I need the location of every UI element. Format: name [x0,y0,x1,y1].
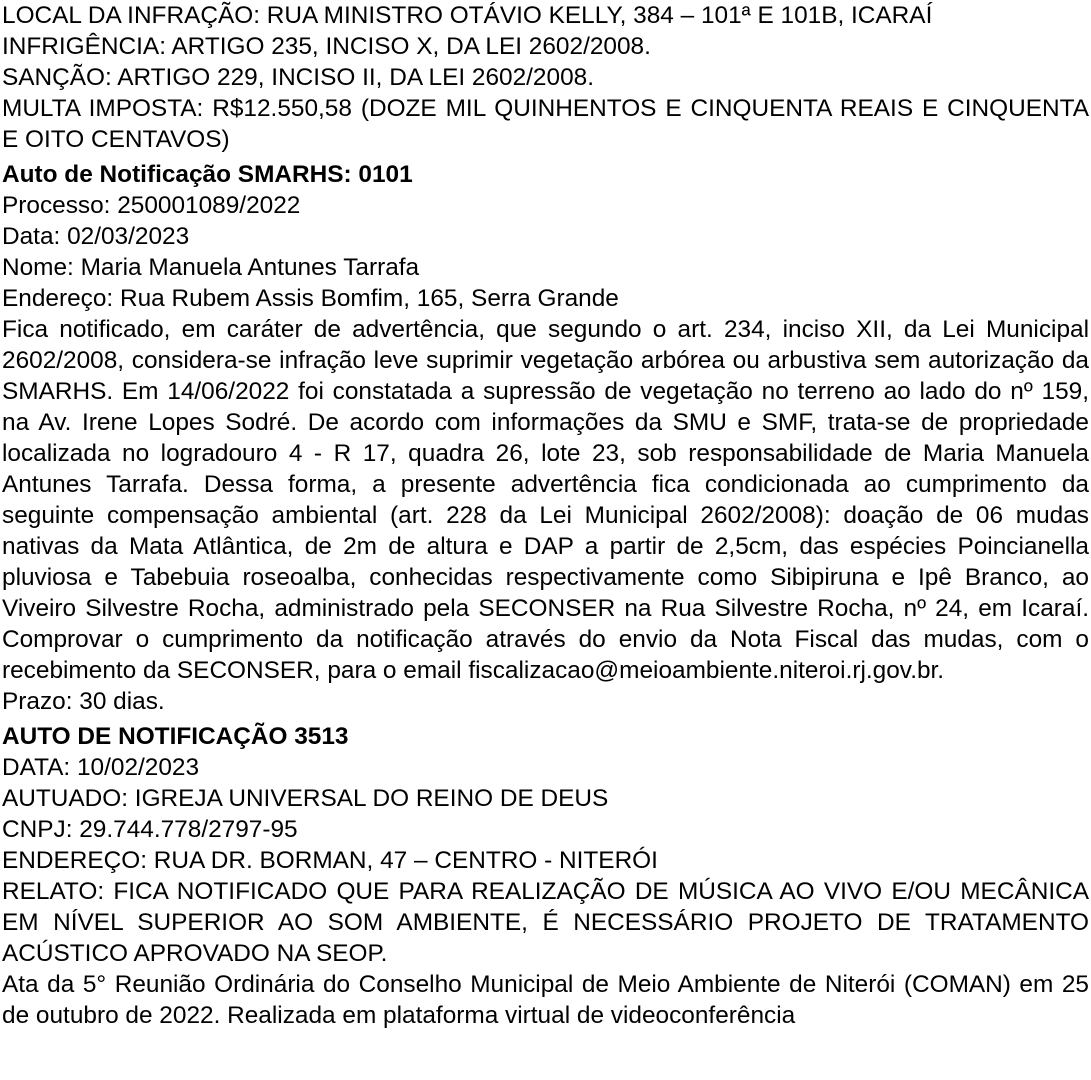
ata-text: Ata da 5° Reunião Ordinária do Conselho Municipal de Meio Ambiente de Niterói (COMAN) em 25 de outubro de 2022. Realizada em plataforma virtual de videoconferência [2,971,1089,1029]
nome: Nome: Maria Manuela Antunes Tarrafa [2,254,420,281]
auto-smarhs-0101 [2,159,1089,717]
data: Data: 02/03/2023 [2,223,190,250]
ata-coman [2,969,1089,1031]
previous-entry [2,0,1089,155]
infrigencia: INFRIGÊNCIA: ARTIGO 235, INCISO X, DA LEI 2602/2008. [2,33,651,60]
auto-smarhs-title: Auto de Notificação SMARHS: 0101 [2,161,413,188]
endereco: Endereço: Rua Rubem Assis Bomfim, 165, Serra Grande [2,285,619,312]
processo: Processo: 250001089/2022 [2,192,301,219]
multa-imposta: MULTA IMPOSTA: R$12.550,58 (DOZE MIL QUINHENTOS E CINQUENTA REAIS E CINQUENTA E OITO CENTAVOS) [2,95,1089,153]
local-infracao: LOCAL DA INFRAÇÃO: RUA MINISTRO OTÁVIO KELLY, 384 – 101ª E 101B, ICARAÍ [2,2,933,29]
data-3513: DATA: 10/02/2023 [2,754,200,781]
prazo: Prazo: 30 dias. [2,688,165,715]
document-page [2,0,1089,1031]
cnpj: CNPJ: 29.744.778/2797-95 [2,816,298,843]
auto-notificacao-3513 [2,721,1089,969]
endereco-3513: ENDEREÇO: RUA DR. BORMAN, 47 – CENTRO - NITERÓI [2,847,658,874]
notification-body: Fica notificado, em caráter de advertência, que segundo o art. 234, inciso XII, da Lei Municipal 2602/2008, considera-se infração leve suprimir vegetação arbórea ou arbustiva sem autorização da SMARHS. Em 14/06/2022 foi constatada a supressão de vegetação no terreno ao lado do nº 159, na Av. Irene Lopes Sodré. De acordo com informações da SMU e SMF, trata-se de propriedade localizada no logradouro 4 - R 17, quadra 26, lote 23, sob responsabilidade de Maria Manuela Antunes Tarrafa. Dessa forma, a presente advertência fica condicionada ao cumprimento da seguinte compensação ambiental (art. 228 da Lei Municipal 2602/2008): doação de 06 mudas nativas da Mata Atlântica, de 2m de altura e DAP a partir de 2,5cm, das espécies Poincianella pluviosa e Tabebuia roseoalba, conhecidas respectivamente como Sibipiruna e Ipê Branco, ao Viveiro Silvestre Rocha, administrado pela SECONSER na Rua Silvestre Rocha, nº 24, em Icaraí. Comprovar o cumprimento da notificação através do envio da Nota Fiscal das mudas, com o recebimento da SECONSER, para o email fiscalizacao@meioambiente.niteroi.rj.gov.br. [2,316,1089,684]
relato: RELATO: FICA NOTIFICADO QUE PARA REALIZAÇÃO DE MÚSICA AO VIVO E/OU MECÂNICA EM NÍVEL SUPERIOR AO SOM AMBIENTE, É NECESSÁRIO PROJETO DE TRATAMENTO ACÚSTICO APROVADO NA SEOP. [2,878,1089,967]
sancao: SANÇÃO: ARTIGO 229, INCISO II, DA LEI 2602/2008. [2,64,594,91]
auto-3513-title: AUTO DE NOTIFICAÇÃO 3513 [2,723,349,750]
autuado: AUTUADO: IGREJA UNIVERSAL DO REINO DE DEUS [2,785,609,812]
